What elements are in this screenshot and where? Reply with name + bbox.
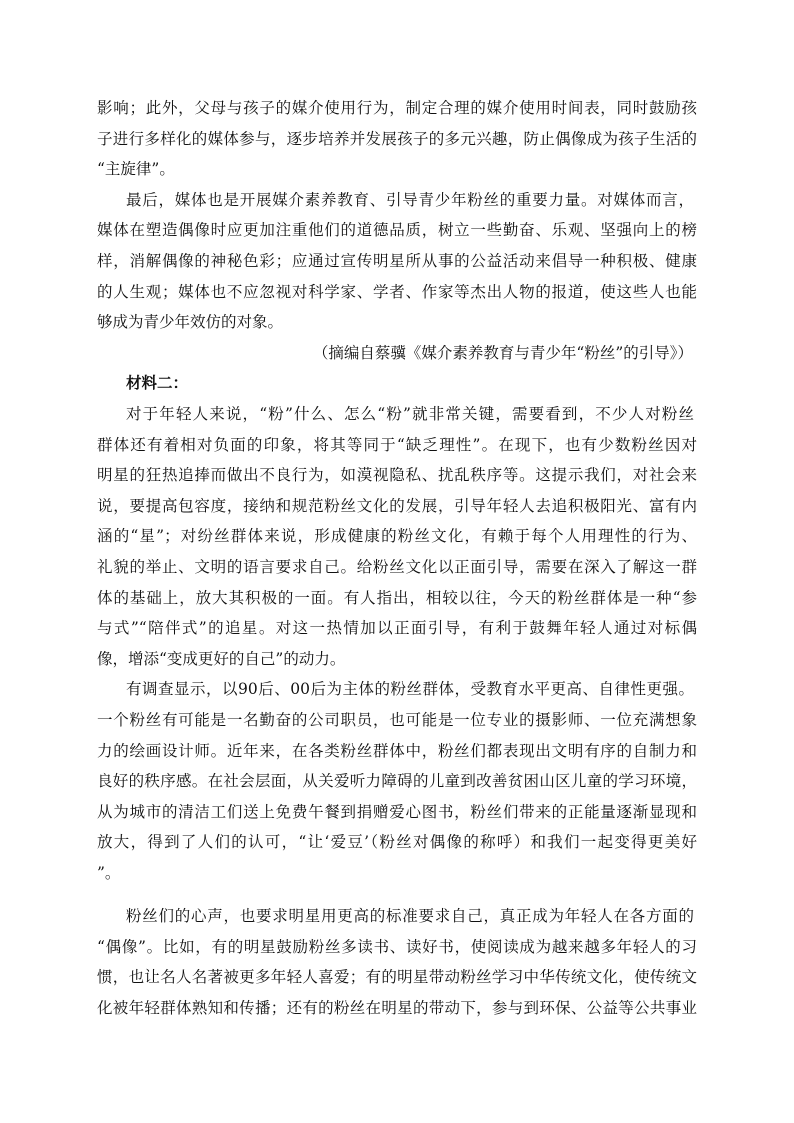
text-line: 子进行多样化的媒体参与，逐步培养并发展孩子的多元兴趣，防止偶像成为孩子生活的 xyxy=(97,130,697,148)
text-line: 礼貌的举止、文明的语言要求自己。给粉丝文化以正面引导，需要在深入了解这一群 xyxy=(97,558,697,576)
text-line: 像，增添“变成更好的自己”的动力。 xyxy=(97,650,346,668)
text-line: 的人生观；媒体也不应忽视对科学家、学者、作家等杰出人物的报道，使这些人也能 xyxy=(97,283,697,301)
text-line: 一个粉丝有可能是一名勤奋的公司职员，也可能是一位专业的摄影师、一位充满想象 xyxy=(97,711,697,729)
text-line: 明星的狂热追捧而做出不良行为，如漠视隐私、扰乱秩序等。这提示我们，对社会来 xyxy=(97,466,697,484)
text-line: 体的基础上，放大其积极的一面。有人指出，相较以往，今天的粉丝群体是一种“参 xyxy=(97,589,697,607)
text-line: 惯，也让名人名著被更多年轻人喜爱；有的明星带动粉丝学习中华传统文化，使传统文 xyxy=(97,968,697,986)
text-line: 够成为青少年效仿的对象。 xyxy=(97,313,284,331)
text-line: 放大，得到了人们的认可，“让‘爱豆’（粉丝对偶像的称呼）和我们一起变得更美好 xyxy=(97,833,697,851)
text-line: 媒体在塑造偶像时应更加注重他们的道德品质，树立一些勤奋、乐观、坚强向上的榜 xyxy=(97,221,697,239)
text-line: 良好的秩序感。在社会层面，从关爱听力障碍的儿童到改善贫困山区儿童的学习环境， xyxy=(97,772,697,790)
text-line: 影响；此外，父母与孩子的媒介使用行为，制定合理的媒介使用时间表，同时鼓励孩 xyxy=(97,99,697,117)
text-line: “主旋律”。 xyxy=(97,160,175,178)
text-line: 样，消解偶像的神秘色彩；应通过宣传明星所从事的公益活动来倡导一种积极、健康 xyxy=(97,252,697,270)
text-line: 群体还有着相对负面的印象，将其等同于“缺乏理性”。在现下，也有少数粉丝因对 xyxy=(97,436,697,454)
text-line: 化被年轻群体熟知和传播；还有的粉丝在明星的带动下，参与到环保、公益等公共事业 xyxy=(97,999,697,1017)
paragraph-first-line: 最后，媒体也是开展媒介素养教育、引导青少年粉丝的重要力量。对媒体而言， xyxy=(126,191,694,209)
paragraph-first-line: 粉丝们的心声，也要求明星用更高的标准要求自己，真正成为年轻人在各方面的 xyxy=(126,907,694,925)
text-line: 涵的“星”；对纷丝群体来说，形成健康的粉丝文化，有赖于每个人用理性的行为、 xyxy=(97,527,697,545)
text-line: 力的绘画设计师。近年来，在各类粉丝群体中，粉丝们都表现出文明有序的自制力和 xyxy=(97,742,697,760)
section-heading: 材料二： xyxy=(126,373,189,392)
text-line: 从为城市的清洁工们送上免费午餐到捐赠爱心图书，粉丝们带来的正能量逐渐显现和 xyxy=(97,803,697,821)
paragraph-first-line: 对于年轻人来说，“粉”什么、怎么“粉”就非常关键，需要看到，不少人对粉丝 xyxy=(126,405,694,423)
text-line: 与式”“陪伴式”的追星。对这一热情加以正面引导，有利于鼓舞年轻人通过对标偶 xyxy=(97,619,697,637)
paragraph-first-line: 有调查显示，以90后、00后为主体的粉丝群体，受教育水平更高、自律性更强。 xyxy=(126,680,694,698)
text-line: ”。 xyxy=(97,864,121,882)
text-line: 说，要提高包容度，接纳和规范粉丝文化的发展，引导年轻人去追积极阳光、富有内 xyxy=(97,497,697,515)
text-line: “偶像”。比如，有的明星鼓励粉丝多读书、读好书，使阅读成为越来越多年轻人的习 xyxy=(97,938,697,956)
source-citation: （摘编自蔡骥《媒介素养教育与青少年“粉丝”的引导》） xyxy=(312,344,693,362)
